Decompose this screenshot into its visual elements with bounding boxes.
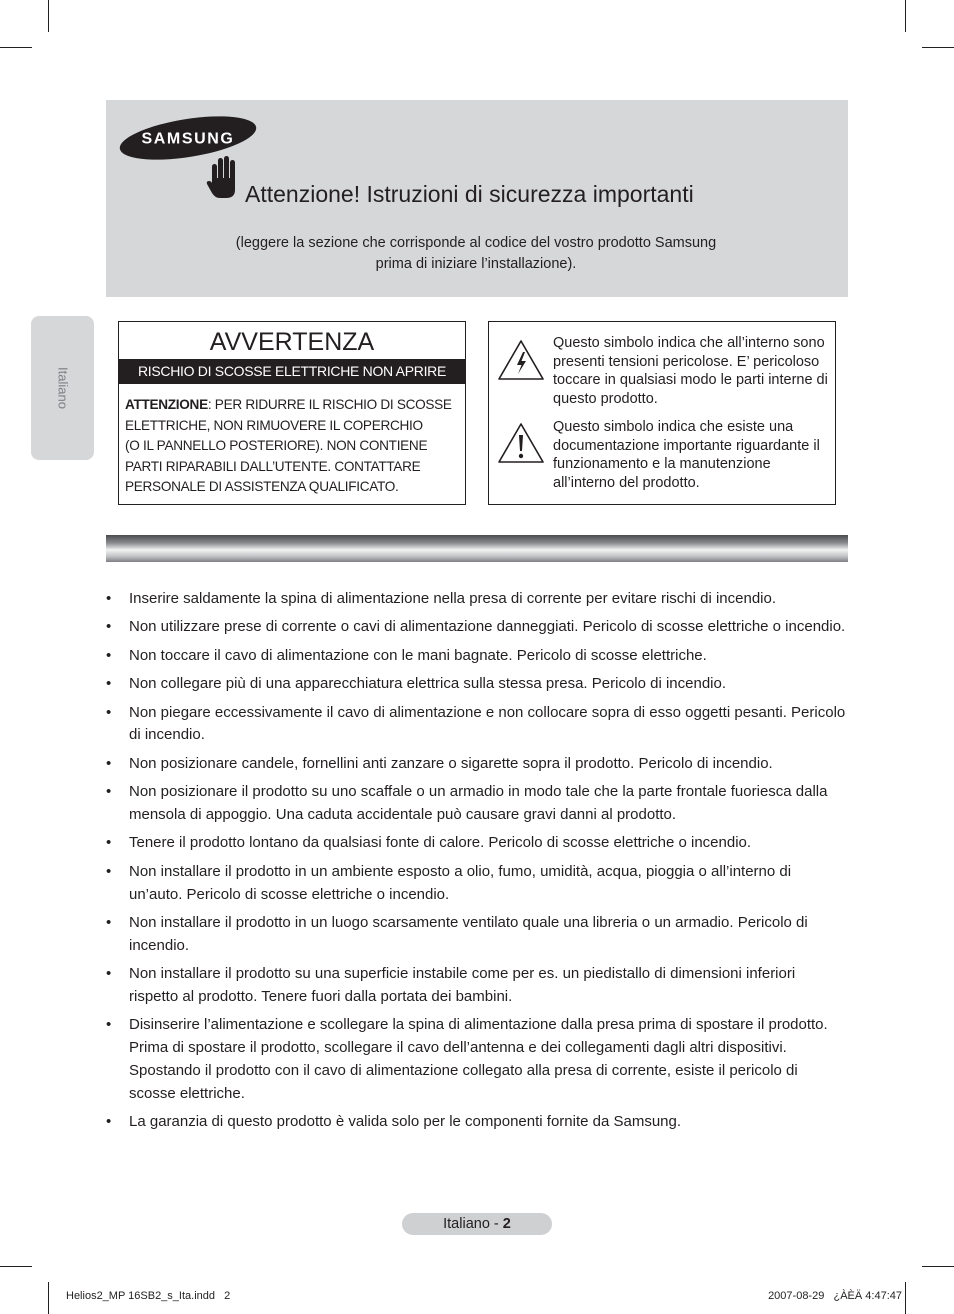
section-divider-bar [106,535,848,562]
hand-stop-icon [206,154,240,200]
list-item: • Tenere il prodotto lontano da qualsiasi fonte di calore. Pericolo di scosse elettriche o incendio. [106,832,848,855]
side-tab-label: Italiano [55,367,70,409]
header-box [106,100,848,297]
crop-mark [0,1266,32,1267]
crop-mark [905,0,906,32]
list-item: • Non installare il prodotto su una superficie instabile come per es. un piedistallo di dimensioni inferiori rispetto al prodotto. Tenere fuori dalla portata dei bambini. [106,963,848,1009]
footer-timestamp: 2007-08-29 ¿ÀÈÄ 4:47:47 [768,1290,902,1302]
header-subtitle-line: prima di iniziare l’installazione). [375,256,577,272]
lightning-warning-icon [497,339,545,381]
list-item: • Non installare il prodotto in un luogo scarsamente ventilato quale una libreria o un armadio. Pericolo di incendio. [106,912,848,958]
page-number-badge [402,1213,552,1235]
list-item: • La garanzia di questo prodotto è valida solo per le componenti fornite da Samsung. [106,1111,848,1134]
warning-bar: RISCHIO DI SCOSSE ELETTRICHE NON APRIRE [119,359,465,384]
crop-mark [905,1282,906,1314]
header-subtitle-line: (leggere la sezione che corrisponde al codice del vostro prodotto Samsung [235,235,717,251]
crop-mark [48,0,49,32]
footer-file-name: Helios2_MP 16SB2_s_Ita.indd 2 [66,1290,231,1302]
language-side-tab [31,316,94,460]
crop-mark [922,47,954,48]
list-item: • Non toccare il cavo di alimentazione con le mani bagnate. Pericolo di scosse elettriche. [106,645,848,668]
exclamation-warning-icon [497,422,545,464]
list-item: • Non piegare eccessivamente il cavo di alimentazione e non collocare sopra di esso oggetti pesanti. Pericolo di incendio. [106,702,848,748]
crop-mark [48,1282,49,1314]
page-label: Italiano - [443,1216,503,1232]
warning-box [118,321,466,505]
list-item: • Non collegare più di una apparecchiatura elettrica sulla stessa presa. Pericolo di incendio. [106,673,848,696]
header-subtitle [186,233,766,275]
logo-text: SAMSUNG [141,130,235,148]
symbols-box [488,321,836,505]
list-item: • Inserire saldamente la spina di alimentazione nella presa di corrente per evitare rischi di incendio. [106,588,848,611]
warning-text [125,395,473,498]
warning-line: PERSONALE DI ASSISTENZA QUALIFICATO. [125,479,399,495]
warning-line: : PER RIDURRE IL RISCHIO DI SCOSSE [207,397,452,412]
warning-label: ATTENZIONE [125,397,208,412]
voltage-symbol-text: Questo simbolo indica che all’interno sono presenti tensioni pericolose. E’ pericoloso toccare in qualsiasi modo le parti interne di questo prodotto. [553,335,828,407]
safety-instructions-list [106,588,848,1139]
page-number: 2 [502,1216,511,1232]
warning-title: AVVERTENZA [209,328,375,356]
page-title: Attenzione! Istruzioni di sicurezza importanti [245,181,694,207]
crop-mark [0,47,32,48]
crop-mark [922,1266,954,1267]
list-item: • Non posizionare candele, fornellini anti zanzare o sigarette sopra il prodotto. Pericolo di incendio. [106,753,848,776]
warning-line: PARTI RIPARABILI DALL’UTENTE. CONTATTARE [125,458,421,474]
documentation-symbol-text: Questo simbolo indica che esiste una documentazione importante riguardante il funzionamento e la manutenzione all’interno del prodotto. [553,419,820,491]
warning-line: ELETTRICHE, NON RIMUOVERE IL COPERCHIO [125,417,423,433]
warning-line: (O IL PANNELLO POSTERIORE). NON CONTIENE [125,438,428,454]
list-item: • Non installare il prodotto in un ambiente esposto a olio, fumo, umidità, acqua, pioggia o all’interno di un’auto. Pericolo di scosse elettriche o incendio. [106,861,848,907]
list-item: • Disinserire l’alimentazione e scollegare la spina di alimentazione dalla presa prima di spostare il prodotto. Prima di spostare il prodotto, scollegare il cavo dell’antenna e dei collegamenti dagli altri dispositivi. Spostando il prodotto con il cavo di alimentazione collegato alla presa di corrente, esiste il pericolo di scosse elettriche. [106,1014,848,1105]
list-item: • Non utilizzare prese di corrente o cavi di alimentazione danneggiati. Pericolo di scosse elettriche o incendio. [106,616,848,639]
list-item: • Non posizionare il prodotto su uno scaffale o un armadio in modo tale che la parte frontale fuoriesca dalla mensola di appoggio. Una caduta accidentale può causare gravi danni al prodotto. [106,781,848,827]
